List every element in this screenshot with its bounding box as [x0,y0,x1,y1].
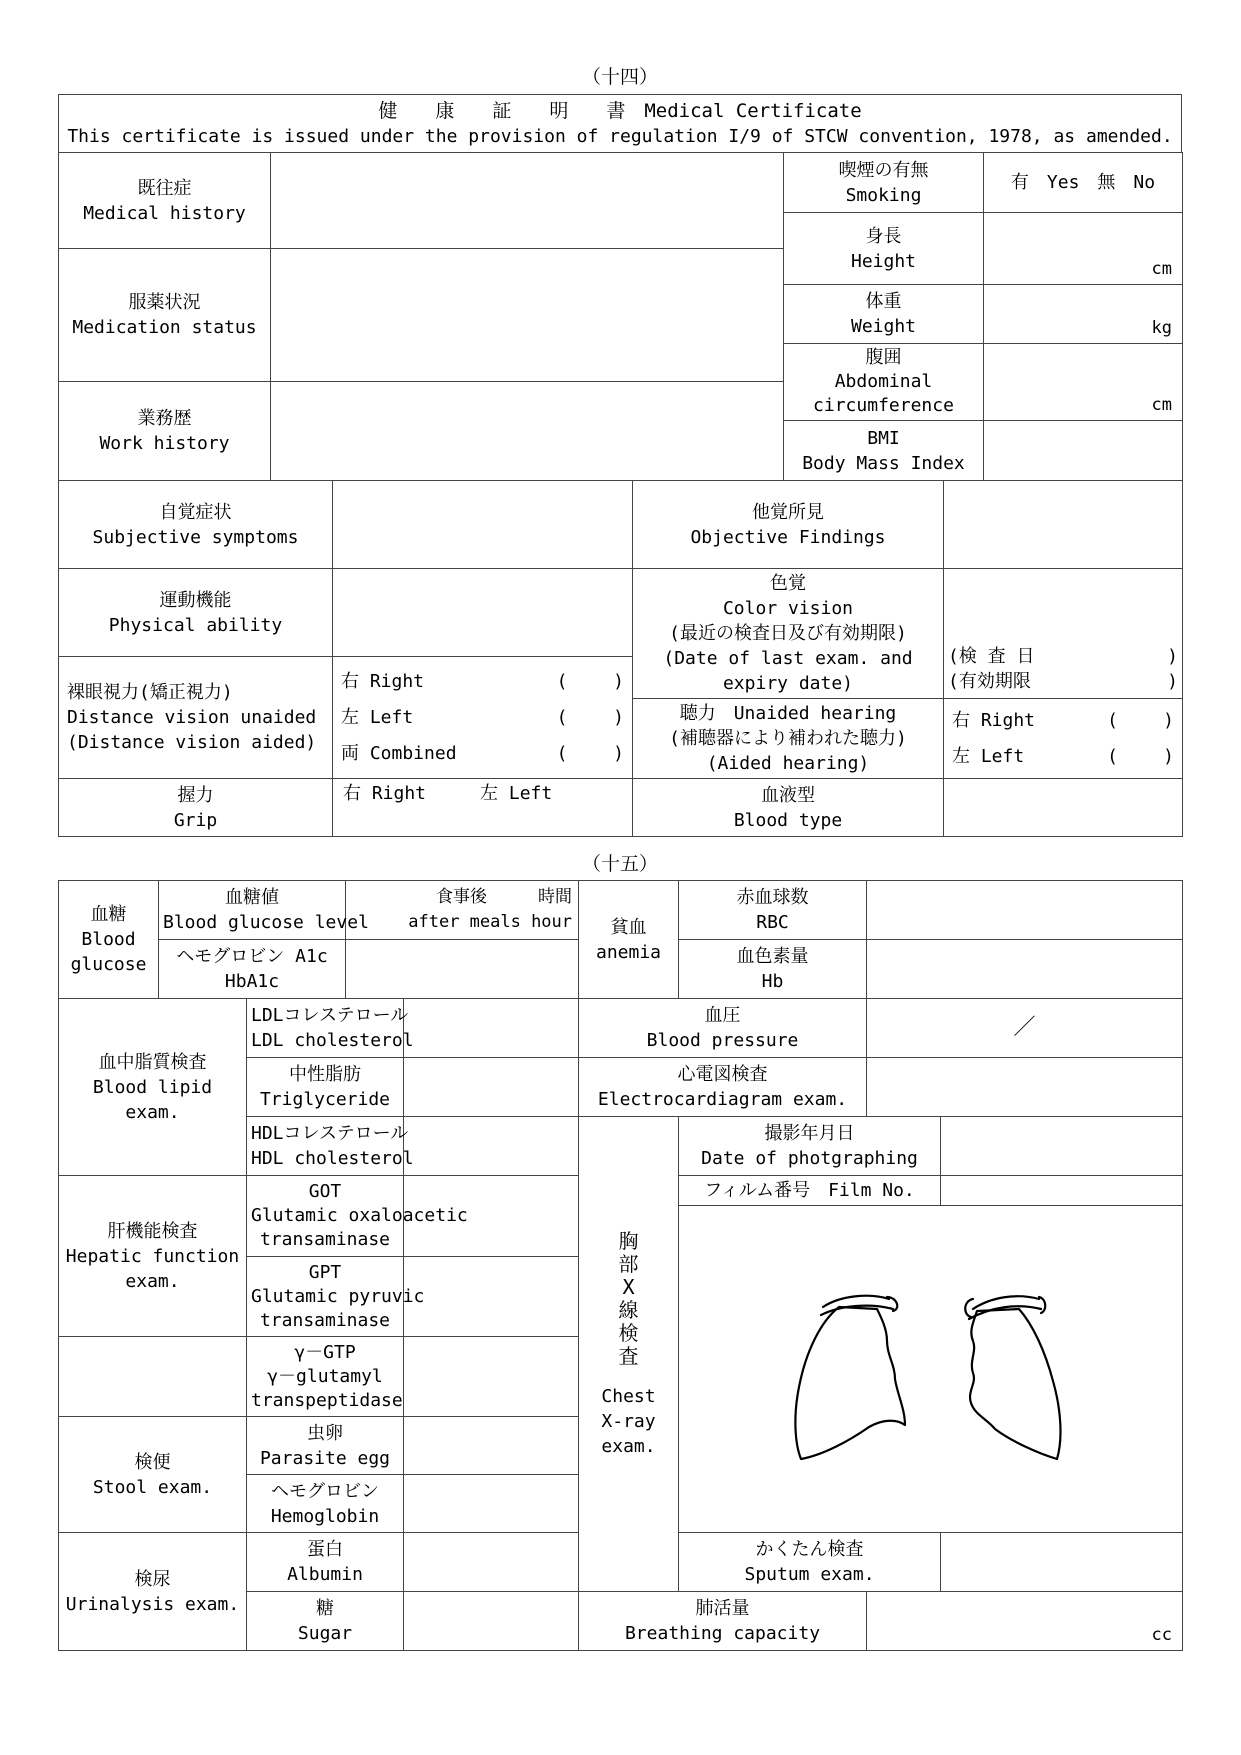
glucose-level-field[interactable]: 食事後 時間 after meals hour [346,881,579,940]
blood-pressure-label: 血圧 Blood pressure [579,999,867,1058]
hdl-field[interactable] [404,1117,579,1176]
work-history-field[interactable] [271,382,784,481]
medical-history-field[interactable] [271,153,784,249]
gpt-field[interactable] [404,1257,579,1337]
blood-pressure-slash: ／ [1013,1015,1036,1040]
title-en: Medical Certificate [644,99,862,122]
sputum-label: かくたん検査 Sputum exam. [679,1533,941,1592]
vision-combined-row[interactable]: 両 Combined ( ) [341,743,624,764]
weight-field[interactable] [984,285,1183,344]
lungs-diagram-icon [711,1269,1151,1469]
hemoglobin-label: ヘモグロビン Hemoglobin [247,1475,404,1533]
anemia-label: 貧血 anemia [579,881,679,999]
albumin-field[interactable] [404,1533,579,1592]
smoking-options[interactable]: 有 Yes 無 No [984,153,1183,213]
title-jp: 健 康 証 明 書 [378,99,626,122]
medication-status-label: 服薬状況 Medication status [59,249,271,382]
chest-xray-label: 胸 部 X 線 検 査 Chest X-ray exam. [579,1117,679,1592]
height-unit: cm [1151,259,1172,279]
title-block [58,94,1182,153]
distance-vision-field[interactable] [333,657,633,779]
glucose-level-label: 血糖値 Blood glucose level [159,881,346,940]
parasite-label: 虫卵 Parasite egg [247,1417,404,1475]
vision-right-row[interactable]: 右 Right ( ) [341,671,624,692]
bmi-field[interactable] [984,421,1183,481]
breathing-label: 肺活量 Breathing capacity [579,1592,867,1651]
height-field[interactable] [984,213,1183,285]
vision-left-row[interactable]: 左 Left ( ) [341,707,624,728]
page-label-top: （十四） [581,66,658,88]
subjective-field[interactable] [333,481,633,569]
photo-date-field[interactable] [941,1117,1183,1176]
color-vision-label: 色覚 Color vision (最近の検査日及び有効期限) (Date of last exam. and expiry date) [633,569,944,699]
xray-diagram-area[interactable] [679,1206,1183,1533]
abdominal-unit: cm [1151,395,1172,415]
rbc-label: 赤血球数 RBC [679,881,867,940]
hepatic-spacer [59,1337,247,1417]
sugar-label: 糖 Sugar [247,1592,404,1651]
film-no-field[interactable] [941,1176,1183,1206]
hba1c-field[interactable] [346,940,579,999]
subjective-label: 自覚症状 Subjective symptoms [59,481,333,569]
abdominal-label: 腹囲 Abdominal circumference [784,344,984,421]
medication-status-field[interactable] [271,249,784,382]
hb-field[interactable] [867,940,1183,999]
ggtp-label: γ－GTP γ－glutamyl transpeptidase [247,1337,404,1417]
breathing-unit: cc [1151,1625,1173,1645]
albumin-label: 蛋白 Albumin [247,1533,404,1592]
rbc-field[interactable] [867,881,1183,940]
hearing-field[interactable] [944,699,1183,779]
hdl-label: HDLコレステロール HDL cholesterol [247,1117,404,1176]
ecg-label: 心電図検査 Electrocardiagram exam. [579,1058,867,1117]
gpt-label: GPT Glutamic pyruvic transaminase [247,1257,404,1337]
hearing-right-row[interactable]: 右 Right ( ) [952,710,1174,731]
grip-label: 握力 Grip [59,779,333,837]
weight-label: 体重 Weight [784,285,984,344]
sputum-field[interactable] [941,1533,1183,1592]
regulation-note: This certificate is issued under the provision of regulation I/9 of STCW convention, 1978, as amended. [67,125,1173,147]
distance-vision-label: 裸眼視力(矯正視力) Distance vision unaided (Distance vision aided) [59,657,333,779]
photo-date-label: 撮影年月日 Date of photgraphing [679,1117,941,1176]
urinalysis-label: 検尿 Urinalysis exam. [59,1533,247,1651]
exam-date-label: (検 査 日 [948,646,1035,667]
sugar-field[interactable] [404,1592,579,1651]
hemoglobin-field[interactable] [404,1475,579,1533]
physical-field[interactable] [333,569,633,657]
work-history-label: 業務歴 Work history [59,382,271,481]
objective-label: 他覚所見 Objective Findings [633,481,944,569]
history-measurements-table [58,152,1183,481]
blood-type-field[interactable] [944,779,1183,837]
hearing-left-row[interactable]: 左 Left ( ) [952,746,1174,767]
weight-unit: kg [1151,318,1172,338]
color-vision-field[interactable]: (検 査 日 ) (有効期限 ) [944,569,1183,699]
lab-tests-table [58,880,1183,1651]
objective-field[interactable] [944,481,1183,569]
hba1c-label: ヘモグロビン A1c HbA1c [159,940,346,999]
triglyceride-field[interactable] [404,1058,579,1117]
blood-glucose-label: 血糖 Blood glucose [59,881,159,999]
film-no-label: フィルム番号 Film No. [679,1176,941,1206]
ldl-field[interactable] [404,999,579,1058]
bmi-label: BMI Body Mass Index [784,421,984,481]
expiry-date-label: (有効期限 [948,671,1031,692]
hb-label: 血色素量 Hb [679,940,867,999]
parasite-field[interactable] [404,1417,579,1475]
hepatic-label: 肝機能検査 Hepatic function exam. [59,1176,247,1337]
hearing-label: 聴力 Unaided hearing (補聴器により補われた聴力) (Aided hearing) [633,699,944,779]
height-label: 身長 Height [784,213,984,285]
breathing-field[interactable] [867,1592,1183,1651]
ecg-field[interactable] [867,1058,1183,1117]
page-label-mid: （十五） [581,853,658,875]
triglyceride-label: 中性脂肪 Triglyceride [247,1058,404,1117]
got-label: GOT Glutamic oxaloacetic transaminase [247,1176,404,1257]
blood-pressure-field[interactable] [867,999,1183,1058]
physical-label: 運動機能 Physical ability [59,569,333,657]
stool-label: 検便 Stool exam. [59,1417,247,1533]
grip-field[interactable]: 右 Right 左 Left [333,779,633,837]
smoking-label: 喫煙の有無 Smoking [784,153,984,213]
ldl-label: LDLコレステロール LDL cholesterol [247,999,404,1058]
examination-table [58,480,1183,837]
blood-lipid-label: 血中脂質検査 Blood lipid exam. [59,999,247,1176]
abdominal-field[interactable] [984,344,1183,421]
medical-history-label: 既往症 Medical history [59,153,271,249]
ggtp-field[interactable] [404,1337,579,1417]
blood-type-label: 血液型 Blood type [633,779,944,837]
